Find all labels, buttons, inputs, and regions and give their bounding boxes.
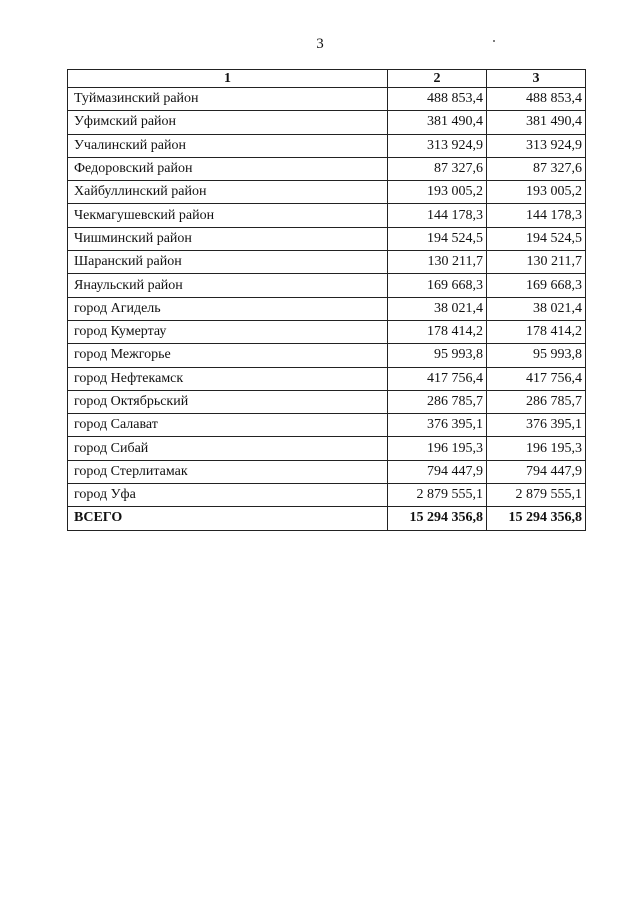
table-row <box>68 157 586 180</box>
municipality-name: Учалинский район <box>68 134 388 157</box>
amount-col-3: 178 414,2 <box>487 320 586 343</box>
municipality-name: Туймазинский район <box>68 88 388 111</box>
amount-col-3: 313 924,9 <box>487 134 586 157</box>
amount-col-2: 488 853,4 <box>388 88 487 111</box>
table-row <box>68 437 586 460</box>
amount-col-3: 488 853,4 <box>487 88 586 111</box>
amount-col-3: 130 211,7 <box>487 251 586 274</box>
amount-col-2: 38 021,4 <box>388 297 487 320</box>
table-row <box>68 344 586 367</box>
table-row <box>68 367 586 390</box>
table-row <box>68 251 586 274</box>
amount-col-2: 286 785,7 <box>388 390 487 413</box>
amount-col-2: 381 490,4 <box>388 111 487 134</box>
amount-col-3: 169 668,3 <box>487 274 586 297</box>
amount-col-3: 196 195,3 <box>487 437 586 460</box>
amount-col-3: 95 993,8 <box>487 344 586 367</box>
amount-col-2: 794 447,9 <box>388 460 487 483</box>
table-row <box>68 390 586 413</box>
table-row <box>68 181 586 204</box>
municipality-name: Уфимский район <box>68 111 388 134</box>
amount-col-3: 193 005,2 <box>487 181 586 204</box>
amount-col-3: 38 021,4 <box>487 297 586 320</box>
amount-col-2: 95 993,8 <box>388 344 487 367</box>
table-header-row <box>68 70 586 88</box>
amount-col-3: 417 756,4 <box>487 367 586 390</box>
total-label: ВСЕГО <box>68 507 388 530</box>
table-row <box>68 111 586 134</box>
amount-col-3: 2 879 555,1 <box>487 484 586 507</box>
municipality-name: Чишминский район <box>68 227 388 250</box>
table-row <box>68 134 586 157</box>
table-row <box>68 414 586 437</box>
table-row <box>68 460 586 483</box>
amount-col-2: 178 414,2 <box>388 320 487 343</box>
table-body <box>68 88 586 531</box>
municipality-name: город Агидель <box>68 297 388 320</box>
amount-col-3: 794 447,9 <box>487 460 586 483</box>
amount-col-2: 2 879 555,1 <box>388 484 487 507</box>
amount-col-3: 87 327,6 <box>487 157 586 180</box>
scan-speck <box>493 40 495 42</box>
municipality-name: город Кумертау <box>68 320 388 343</box>
amount-col-2: 376 395,1 <box>388 414 487 437</box>
total-col-2: 15 294 356,8 <box>388 507 487 530</box>
municipality-name: город Стерлитамак <box>68 460 388 483</box>
amount-col-2: 193 005,2 <box>388 181 487 204</box>
table-row <box>68 297 586 320</box>
table-row <box>68 204 586 227</box>
municipality-name: город Октябрьский <box>68 390 388 413</box>
municipality-name: город Сибай <box>68 437 388 460</box>
municipality-name: Шаранский район <box>68 251 388 274</box>
amount-col-2: 417 756,4 <box>388 367 487 390</box>
page-number: 3 <box>316 36 324 52</box>
table-row <box>68 320 586 343</box>
column-header-2: 2 <box>388 70 487 88</box>
municipality-name: город Нефтекамск <box>68 367 388 390</box>
amount-col-3: 194 524,5 <box>487 227 586 250</box>
municipality-name: Федоровский район <box>68 157 388 180</box>
amount-col-2: 194 524,5 <box>388 227 487 250</box>
total-col-3: 15 294 356,8 <box>487 507 586 530</box>
allocation-table <box>67 69 586 531</box>
amount-col-3: 286 785,7 <box>487 390 586 413</box>
table-row <box>68 88 586 111</box>
amount-col-2: 130 211,7 <box>388 251 487 274</box>
table-row <box>68 227 586 250</box>
amount-col-2: 313 924,9 <box>388 134 487 157</box>
amount-col-3: 376 395,1 <box>487 414 586 437</box>
amount-col-3: 381 490,4 <box>487 111 586 134</box>
municipality-name: город Салават <box>68 414 388 437</box>
total-row <box>68 507 586 530</box>
column-header-1: 1 <box>68 70 388 88</box>
amount-col-3: 144 178,3 <box>487 204 586 227</box>
amount-col-2: 196 195,3 <box>388 437 487 460</box>
municipality-name: Чекмагушевский район <box>68 204 388 227</box>
amount-col-2: 144 178,3 <box>388 204 487 227</box>
municipality-name: город Уфа <box>68 484 388 507</box>
column-header-3: 3 <box>487 70 586 88</box>
amount-col-2: 169 668,3 <box>388 274 487 297</box>
municipality-name: город Межгорье <box>68 344 388 367</box>
municipality-name: Янаульский район <box>68 274 388 297</box>
amount-col-2: 87 327,6 <box>388 157 487 180</box>
municipality-name: Хайбуллинский район <box>68 181 388 204</box>
table-row <box>68 484 586 507</box>
table-row <box>68 274 586 297</box>
